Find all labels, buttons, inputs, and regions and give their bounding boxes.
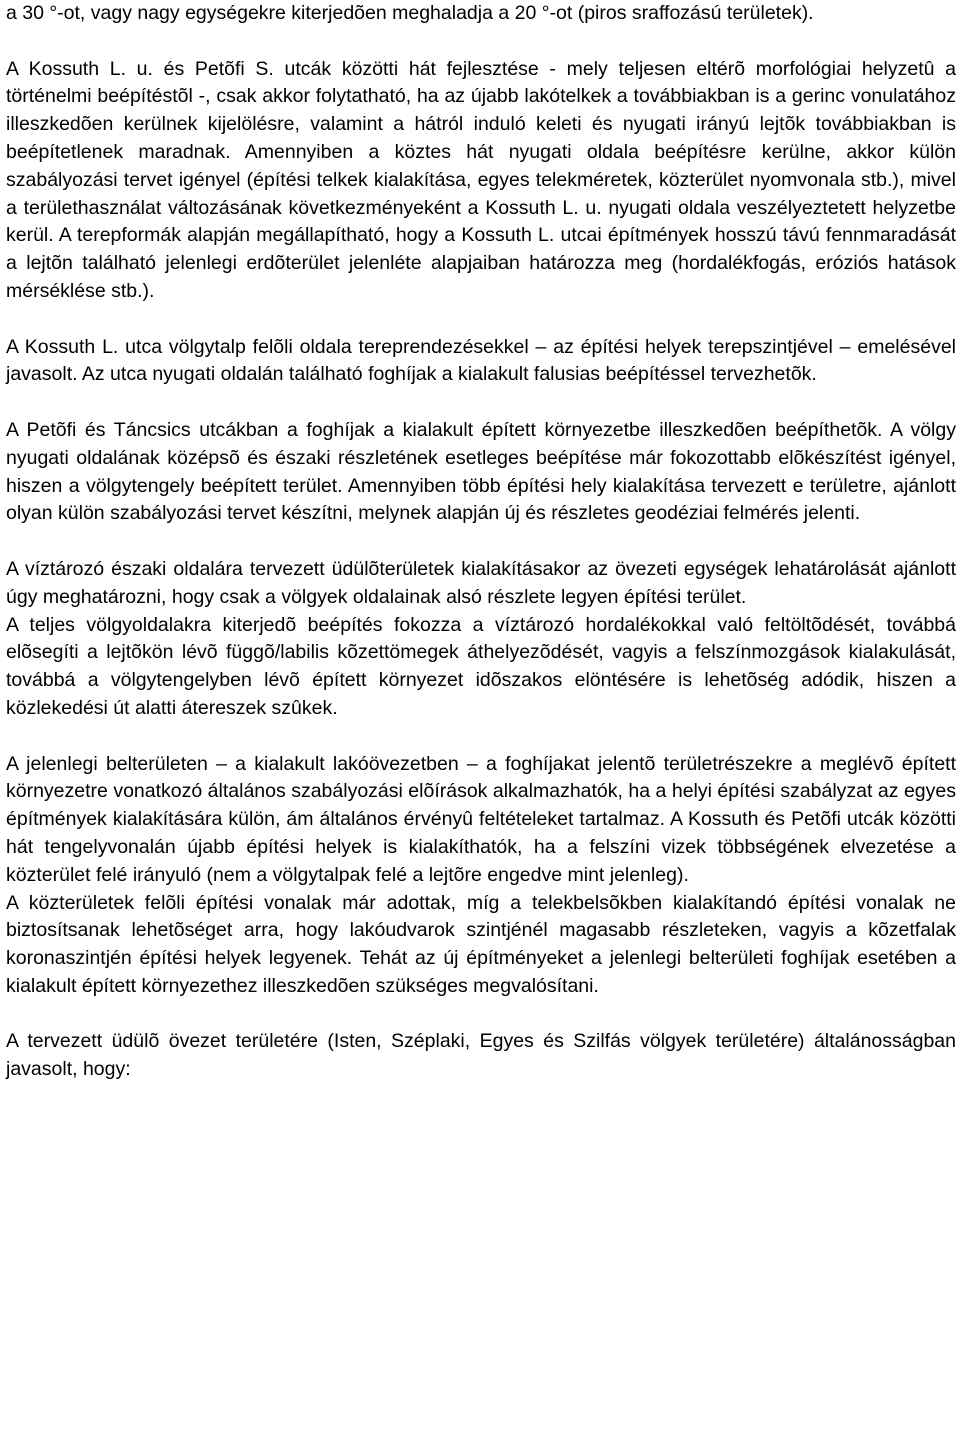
paragraph-spacer — [6, 306, 956, 334]
paragraph-spacer — [6, 528, 956, 556]
paragraph-reservoir-north: A víztározó északi oldalára tervezett üdülõterületek kialakításakor az övezeti egységek lehatárolását ajánlott úgy meghatározni, hogy csak a völgyek oldalainak alsó részlete legyen építési terület. — [6, 557, 956, 608]
paragraph-petofi-tancsics: A Petõfi és Táncsics utcákban a foghíjak a kialakult épített környezetbe illeszkedõen beépíthetõk. A völgy nyugati oldalának középsõ és északi részletének esetleges beépítése már fokozottabb elõkészítést igényel, hiszen a völgytengely beépített terület. Amennyiben több építési hely kialakítása tervezett e területre, ajánlott olyan külön szabályozási tervet készítni, melynek alapján új és részletes geodéziai felmérés jelenti. — [6, 418, 956, 525]
paragraph-kossuth-petofi-ridge: A Kossuth L. u. és Petõfi S. utcák közötti hát fejlesztése - mely teljesen eltérõ morfológiai helyzetû a történelmi beépítéstõl -, csak akkor folytatható, ha az újabb lakótelkek a továbbiakban is a gerinc vonulatához illeszkedõen kerülnek kijelölésre, valamint a hátról induló keleti és nyugati irányú lejtõk továbbiakban is beépítetlenek maradnak. Amennyiben a köztes hát nyugati oldala beépítésre kerülne, akkor külön szabályozási tervet igényel (építési telkek kialakítása, egyes telekméretek, közterület nyomvonala stb.), mivel a területhasználat változásának következményeként a Kossuth L. u. nyugati oldala veszélyeztetett helyzetbe kerül. A terepformák alapján megállapítható, hogy a Kossuth L. utcai építmények hosszú távú fennmaradását a lejtõn található jelenlegi erdõterület jelenléte alapjaiban határozza meg (hordalékfogás, eróziós hatások mérséklése stb.). — [6, 57, 956, 302]
paragraph-spacer — [6, 389, 956, 417]
paragraph-building-lines: A közterületek felõli építési vonalak már adottak, míg a telekbelsõkben kialakítandó építési vonalak ne biztosítsanak lehetõséget arra, hogy lakóudvarok szintjénél magasabb részleteken, vagyis a kõzetfalak koronaszintjén építési helyek legyenek. Tehát az új építményeket a jelenlegi belterületi foghíjak esetében a kialakult épített környezethez illeszkedõen szükséges megvalósítani. — [6, 891, 956, 997]
document-page — [6, 0, 956, 1084]
paragraph-spacer — [6, 1001, 956, 1029]
paragraph-intro-continuation: a 30 °-ot, vagy nagy egységekre kiterjedõen meghaladja a 20 °-ot (piros sraffozású területek). — [6, 2, 814, 24]
paragraph-spacer — [6, 28, 956, 56]
paragraph-spacer — [6, 723, 956, 751]
paragraph-valley-slopes: A teljes völgyoldalakra kiterjedõ beépítés fokozza a víztározó hordalékokkal való feltöltõdését, továbbá elõsegíti a lejtõkön lévõ függõ/labilis kõzettömegek áthelyezõdését, vagyis a felszínmozgások kialakulását, továbbá a völgytengelyben lévõ épített környezet idõszakos elöntésére is lehetõség adódik, hiszen a közlekedési út alatti átereszek szûkek. — [6, 613, 956, 719]
paragraph-holiday-zone: A tervezett üdülõ övezet területére (Isten, Széplaki, Egyes és Szilfás völgyek területére) általánosságban javasolt, hogy: — [6, 1030, 956, 1081]
paragraph-kossuth-valley-side: A Kossuth L. utca völgytalp felõli oldala tereprendezésekkel – az építési helyek terepszintjével – emelésével javasolt. Az utca nyugati oldalán található foghíjak a kialakult falusias beépítéssel tervezhetõk. — [6, 335, 956, 386]
paragraph-current-inner-area: A jelenlegi belterületen – a kialakult lakóövezetben – a foghíjakat jelentõ területrészekre a meglévõ épített környezetre vonatkozó általános szabályozási elõírások alkalmazhatók, ha a helyi építési szabályzat az egyes építmények kialakítására külön, ám általános érvényû feltételeket tartalmaz. A Kossuth és Petõfi utcák közötti hát tengelyvonalán újabb építési helyek is kialakíthatók, ha a felszíni vizek többségének elvezetése a közterület felé irányuló (nem a völgytalpak felé a lejtõre engedve mint jelenleg). — [6, 752, 956, 886]
